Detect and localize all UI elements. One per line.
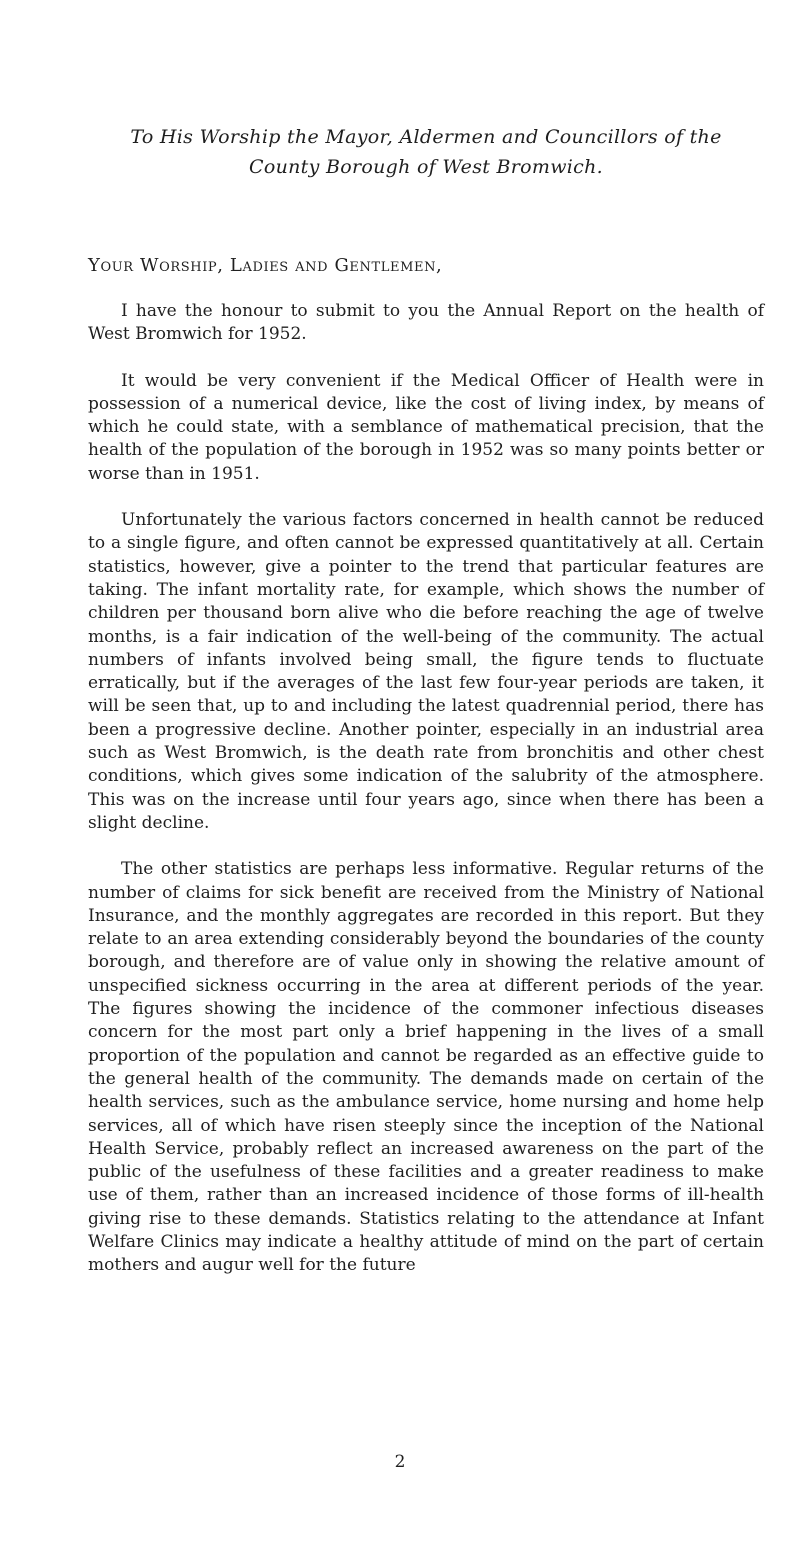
dedication	[88, 122, 764, 182]
salutation: Your Worship, Ladies and Gentlemen,	[88, 255, 443, 276]
dedication-line-2: County Borough of West Bromwich.	[249, 156, 603, 178]
paragraph-other-statistics: The other statistics are perhaps less informative. Regular returns of the number of claims for sick benefit are received from the Ministry of National Insurance, and the monthly aggregates are recorded in this report. But they relate to an area extending considerably beyond the boundaries of the county borough, and therefore are of value only in showing the relative amount of unspecified sickness occurring in the area at different periods of the year. The figures showing the incidence of the commoner infectious diseases concern for the most part only a brief happening in the lives of a small proportion of the population and cannot be regarded as an effective guide to the general health of the community. The demands made on certain of the health services, such as the ambulance service, home nursing and home help services, all of which have risen steeply since the inception of the National Health Service, probably reflect an increased awareness on the part of the public of the usefulness of these facilities and a greater readiness to make use of them, rather than an increased incidence of those forms of ill-health giving rise to these demands. Statistics relating to the attendance at Infant Welfare Clinics may indicate a healthy attitude of mind on the part of certain mothers and augur well for the future	[88, 859, 764, 1276]
page-number: 2	[394, 1452, 406, 1472]
letter-body	[88, 300, 764, 1301]
paragraph-numerical-device: It would be very convenient if the Medical Officer of Health were in possession of a numerical device, like the cost of living index, by means of which he could state, with a semblance of mathematical precision, that the health of the population of the borough in 1952 was so many points better or worse than in 1951.	[88, 370, 764, 484]
paragraph-submission: I have the honour to submit to you the Annual Report on the health of West Bromwich for 1952.	[88, 301, 764, 345]
dedication-line-1: To His Worship the Mayor, Aldermen and Councillors of the	[130, 126, 722, 148]
paragraph-health-factors: Unfortunately the various factors concerned in health cannot be reduced to a single figure, and often cannot be expressed quantitatively at all. Certain statistics, however, give a pointer to the trend that particular features are taking. The infant mortality rate, for example, which shows the number of children per thousand born alive who die before reaching the age of twelve months, is a fair indication of the well-being of the community. The actual numbers of infants involved being small, the figure tends to fluctuate erratically, but if the averages of the last few four-year periods are taken, it will be seen that, up to and including the latest quadrennial period, there has been a progressive decline. Another pointer, especially in an industrial area such as West Bromwich, is the death rate from bronchitis and other chest conditions, which gives some indication of the salubrity of the atmosphere. This was on the increase until four years ago, since when there has been a slight decline.	[88, 510, 764, 833]
